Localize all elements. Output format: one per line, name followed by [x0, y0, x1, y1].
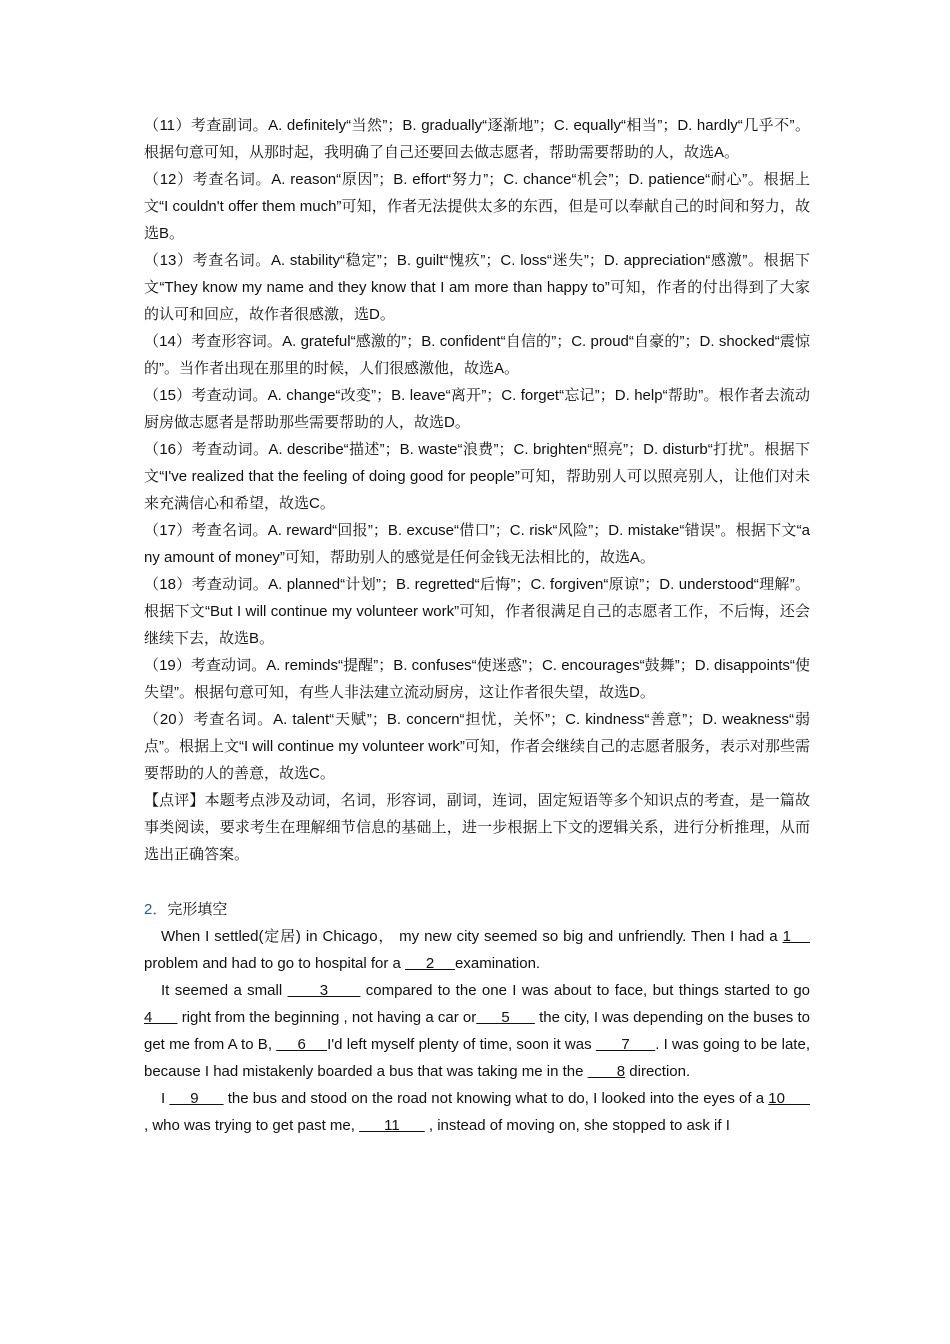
- passage-paragraph-3: [144, 1085, 810, 1139]
- explanation-19: （19）考查动词。A. reminds“提醒”；B. confuses“使迷惑”；C. encourages“鼓舞”；D. disappoints“使失望”。根据句意可知，有些人非法建立流动厨房，这让作者很失望，故选D。: [144, 657, 810, 701]
- passage-paragraph-1: [144, 923, 810, 977]
- passage-text: I'd left myself plenty of time, soon it was: [327, 1036, 596, 1053]
- explanation-20: （20）考查名词。A. talent“天赋”；B. concern“担忧，关怀”；C. kindness“善意”；D. weakness“弱点”。根据上文“I will continue my volunteer work”可知，作者会继续自己的志愿者服务，表示对那些需要帮助的人的善意，故选C。: [144, 711, 810, 782]
- question-title: 完形填空: [167, 901, 228, 918]
- blank-9: 9: [169, 1090, 224, 1107]
- passage-text: direction.: [625, 1063, 691, 1080]
- cloze-passage: [144, 923, 810, 1139]
- passage-text: compared to the one I was about to face, but things started to go: [360, 982, 810, 999]
- passage-text: I: [161, 1090, 170, 1107]
- passage-text: When I settled(定居) in Chicago， my new city seemed so big and unfriendly. Then I had a: [161, 928, 783, 945]
- passage-paragraph-2: [144, 977, 810, 1085]
- question-heading: [144, 896, 810, 923]
- blank-3: 3: [287, 982, 361, 999]
- blank-10: 10: [768, 1090, 810, 1107]
- comment-note: 【点评】本题考点涉及动词，名词，形容词，副词，连词，固定短语等多个知识点的考查，是一篇故事类阅读，要求考生在理解细节信息的基础上，进一步根据上下文的逻辑关系，进行分析推理，从而选出正确答案。: [144, 792, 810, 863]
- passage-text: problem and had to go to hospital for a: [144, 955, 406, 972]
- passage-text: , instead of moving on, she stopped to ask if I: [424, 1117, 730, 1134]
- blank-2: 2: [405, 955, 456, 972]
- passage-text: examination.: [455, 955, 541, 972]
- answer-explanations: [144, 112, 810, 868]
- passage-text: right from the beginning , not having a car or: [177, 1009, 477, 1026]
- explanation-15: （15）考查动词。A. change“改变”；B. leave“离开”；C. forget“忘记”；D. help“帮助”。根作者去流动厨房做志愿者是帮助那些需要帮助的人，故选D。: [144, 387, 810, 431]
- passage-text: the city, I was depending on the buses to get me from A to B,: [144, 1009, 810, 1053]
- explanation-14: （14）考查形容词。A. grateful“感激的”；B. confident“自信的”；C. proud“自豪的”；D. shocked“震惊的”。当作者出现在那里的时候，人们很感激他，故选A。: [144, 333, 810, 377]
- explanation-13: （13）考查名词。A. stability“稳定”；B. guilt“愧疚”；C. loss“迷失”；D. appreciation“感激”。根据下文“They know my name and they know that I am more than happy to”可知，作者的付出得到了大家的认可和回应，故作者很感激，选D。: [144, 252, 810, 323]
- blank-1: 1: [782, 928, 810, 945]
- passage-text: . I was going to be late, because I had mistakenly boarded a bus that was taking me in the: [144, 1036, 810, 1080]
- question-number: 2．: [144, 901, 168, 918]
- explanation-16: （16）考查动词。A. describe“描述”；B. waste“浪费”；C. brighten“照亮”；D. disturb“打扰”。根据下文“I've realized that the feeling of doing good for people”可知，帮助别人可以照亮别人，让他们对未来充满信心和希望，故选C。: [144, 441, 810, 512]
- blank-4: 4: [144, 1009, 178, 1026]
- blank-6: 6: [276, 1036, 328, 1053]
- passage-text: , who was trying to get past me,: [144, 1117, 360, 1134]
- explanation-12: （12）考查名词。A. reason“原因”；B. effort“努力”；C. chance“机会”；D. patience“耐心”。根据上文“I couldn't offer them much”可知，作者无法提供太多的东西，但是可以奉献自己的时间和努力，故选B。: [144, 171, 810, 242]
- passage-text: It seemed a small: [161, 982, 288, 999]
- blank-11: 11: [359, 1117, 425, 1134]
- explanation-18: （18）考查动词。A. planned“计划”；B. regretted“后悔”；C. forgiven“原谅”；D. understood“理解”。根据下文“But I will continue my volunteer work”可知，作者很满足自己的志愿者工作，不后悔，还会继续下去，故选B。: [144, 576, 810, 647]
- explanation-17: （17）考查名词。A. reward“回报”；B. excuse“借口”；C. risk“风险”；D. mistake“错误”。根据下文“any amount of money”可知，帮助别人的感觉是任何金钱无法相比的，故选A。: [144, 522, 810, 566]
- blank-7: 7: [595, 1036, 656, 1053]
- passage-text: the bus and stood on the road not knowing what to do, I looked into the eyes of a: [223, 1090, 769, 1107]
- blank-8: 8: [587, 1063, 626, 1080]
- explanation-11: （11）考查副词。A. definitely“当然”；B. gradually“逐渐地”；C. equally“相当”；D. hardly“几乎不”。根据句意可知，从那时起，我明确了自己还要回去做志愿者，帮助需要帮助的人，故选A。: [144, 117, 810, 161]
- blank-5: 5: [476, 1009, 535, 1026]
